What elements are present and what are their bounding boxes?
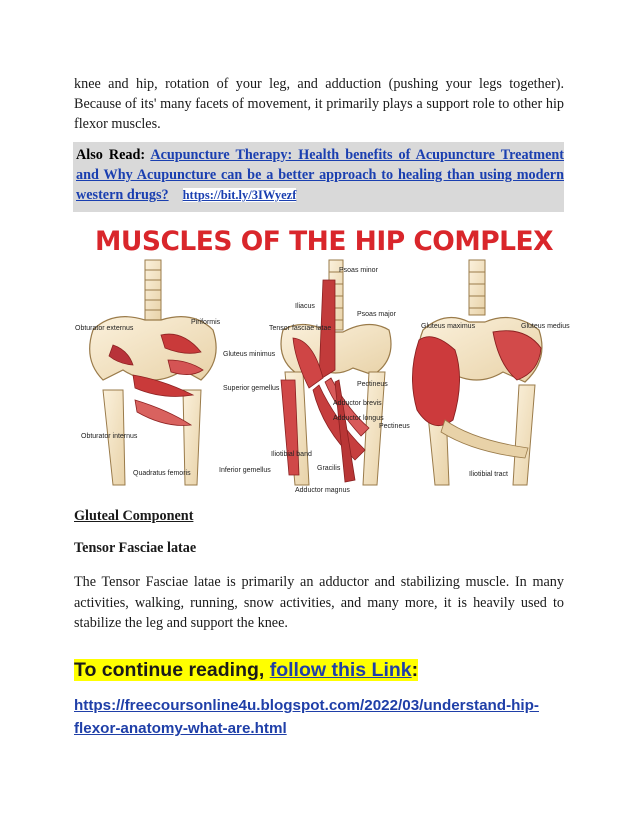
label-piriformis: Piriformis [191, 319, 221, 326]
label-obturator-externus: Obturator externus [75, 325, 134, 332]
follow-link[interactable]: follow this Link [269, 659, 412, 681]
label-quadratus-femoris: Quadratus femoris [133, 470, 191, 477]
label-psoas-major: Psoas major [357, 311, 396, 318]
panel-anterior-flexors [269, 260, 410, 494]
label-adductor-magnus: Adductor magnus [295, 487, 350, 494]
also-read-box [73, 142, 564, 212]
label-psoas-minor: Psoas minor [339, 267, 378, 274]
panel-deep-rotators [75, 260, 280, 485]
intro-paragraph: knee and hip, rotation of your leg, and adduction (pushing your legs together). Because of its' many facets of movement, it primarily plays a support role to other hip flexor muscles. [74, 76, 564, 132]
label-inferior-gemellus: Inferior gemellus [219, 467, 271, 474]
cta-prefix: To continue reading, [74, 659, 265, 681]
label-iliacus: Iliacus [295, 303, 315, 310]
also-read-label: Also Read: [76, 147, 146, 163]
label-gracilis: Gracilis [317, 465, 341, 472]
label-superior-gemellus: Superior gemellus [223, 385, 280, 392]
label-iliotibial-band: Iliotibial band [271, 451, 312, 458]
short-link[interactable]: https://bit.ly/3IWyezf [182, 188, 297, 202]
panel-gluteals [412, 260, 570, 485]
heading-gluteal-component: Gluteal Component [74, 508, 194, 524]
also-read-link[interactable]: Acupuncture Therapy: Health benefits of Acupuncture Treatment and Why Acupuncture can be a better approach to healing than using modern western drugs? [76, 147, 565, 203]
heading-tensor-fasciae: Tensor Fasciae latae [74, 540, 197, 556]
cta-suffix: : [411, 659, 419, 681]
label-adductor-brevis: Adductor brevis [333, 400, 382, 407]
label-adductor-longus: Adductor longus [333, 415, 384, 422]
hip-anatomy-illustration [73, 260, 570, 497]
cta-highlight [74, 659, 418, 681]
label-tensor-fasciae: Tensor fasciae latae [269, 325, 332, 332]
article-url-link[interactable]: https://freecoursonline4u.blogspot.com/2022/03/understand-hip-flexor-anatomy-what-are.html [74, 697, 539, 737]
tensor-paragraph: The Tensor Fasciae latae is primarily an adductor and stabilizing muscle. In many activities, walking, running, snow activities, and many more, it is heavily used to stabilize the leg and support the knee. [74, 574, 564, 631]
label-obturator-internus: Obturator internus [81, 433, 138, 440]
label-gluteus-minimus: Gluteus minimus [223, 351, 276, 358]
continue-reading-line [74, 659, 418, 682]
label-gluteus-medius: Gluteus medius [521, 323, 570, 330]
label-pectineus: Pectineus [357, 381, 388, 388]
hip-muscles-figure [73, 222, 570, 497]
label-gluteus-maximus: Gluteus maximus [421, 323, 476, 330]
label-pectineus-2: Pectineus [379, 423, 410, 430]
label-iliotibial-tract: Iliotibial tract [469, 471, 508, 478]
figure-title: MUSCLES OF THE HIP COMPLEX [95, 226, 554, 257]
